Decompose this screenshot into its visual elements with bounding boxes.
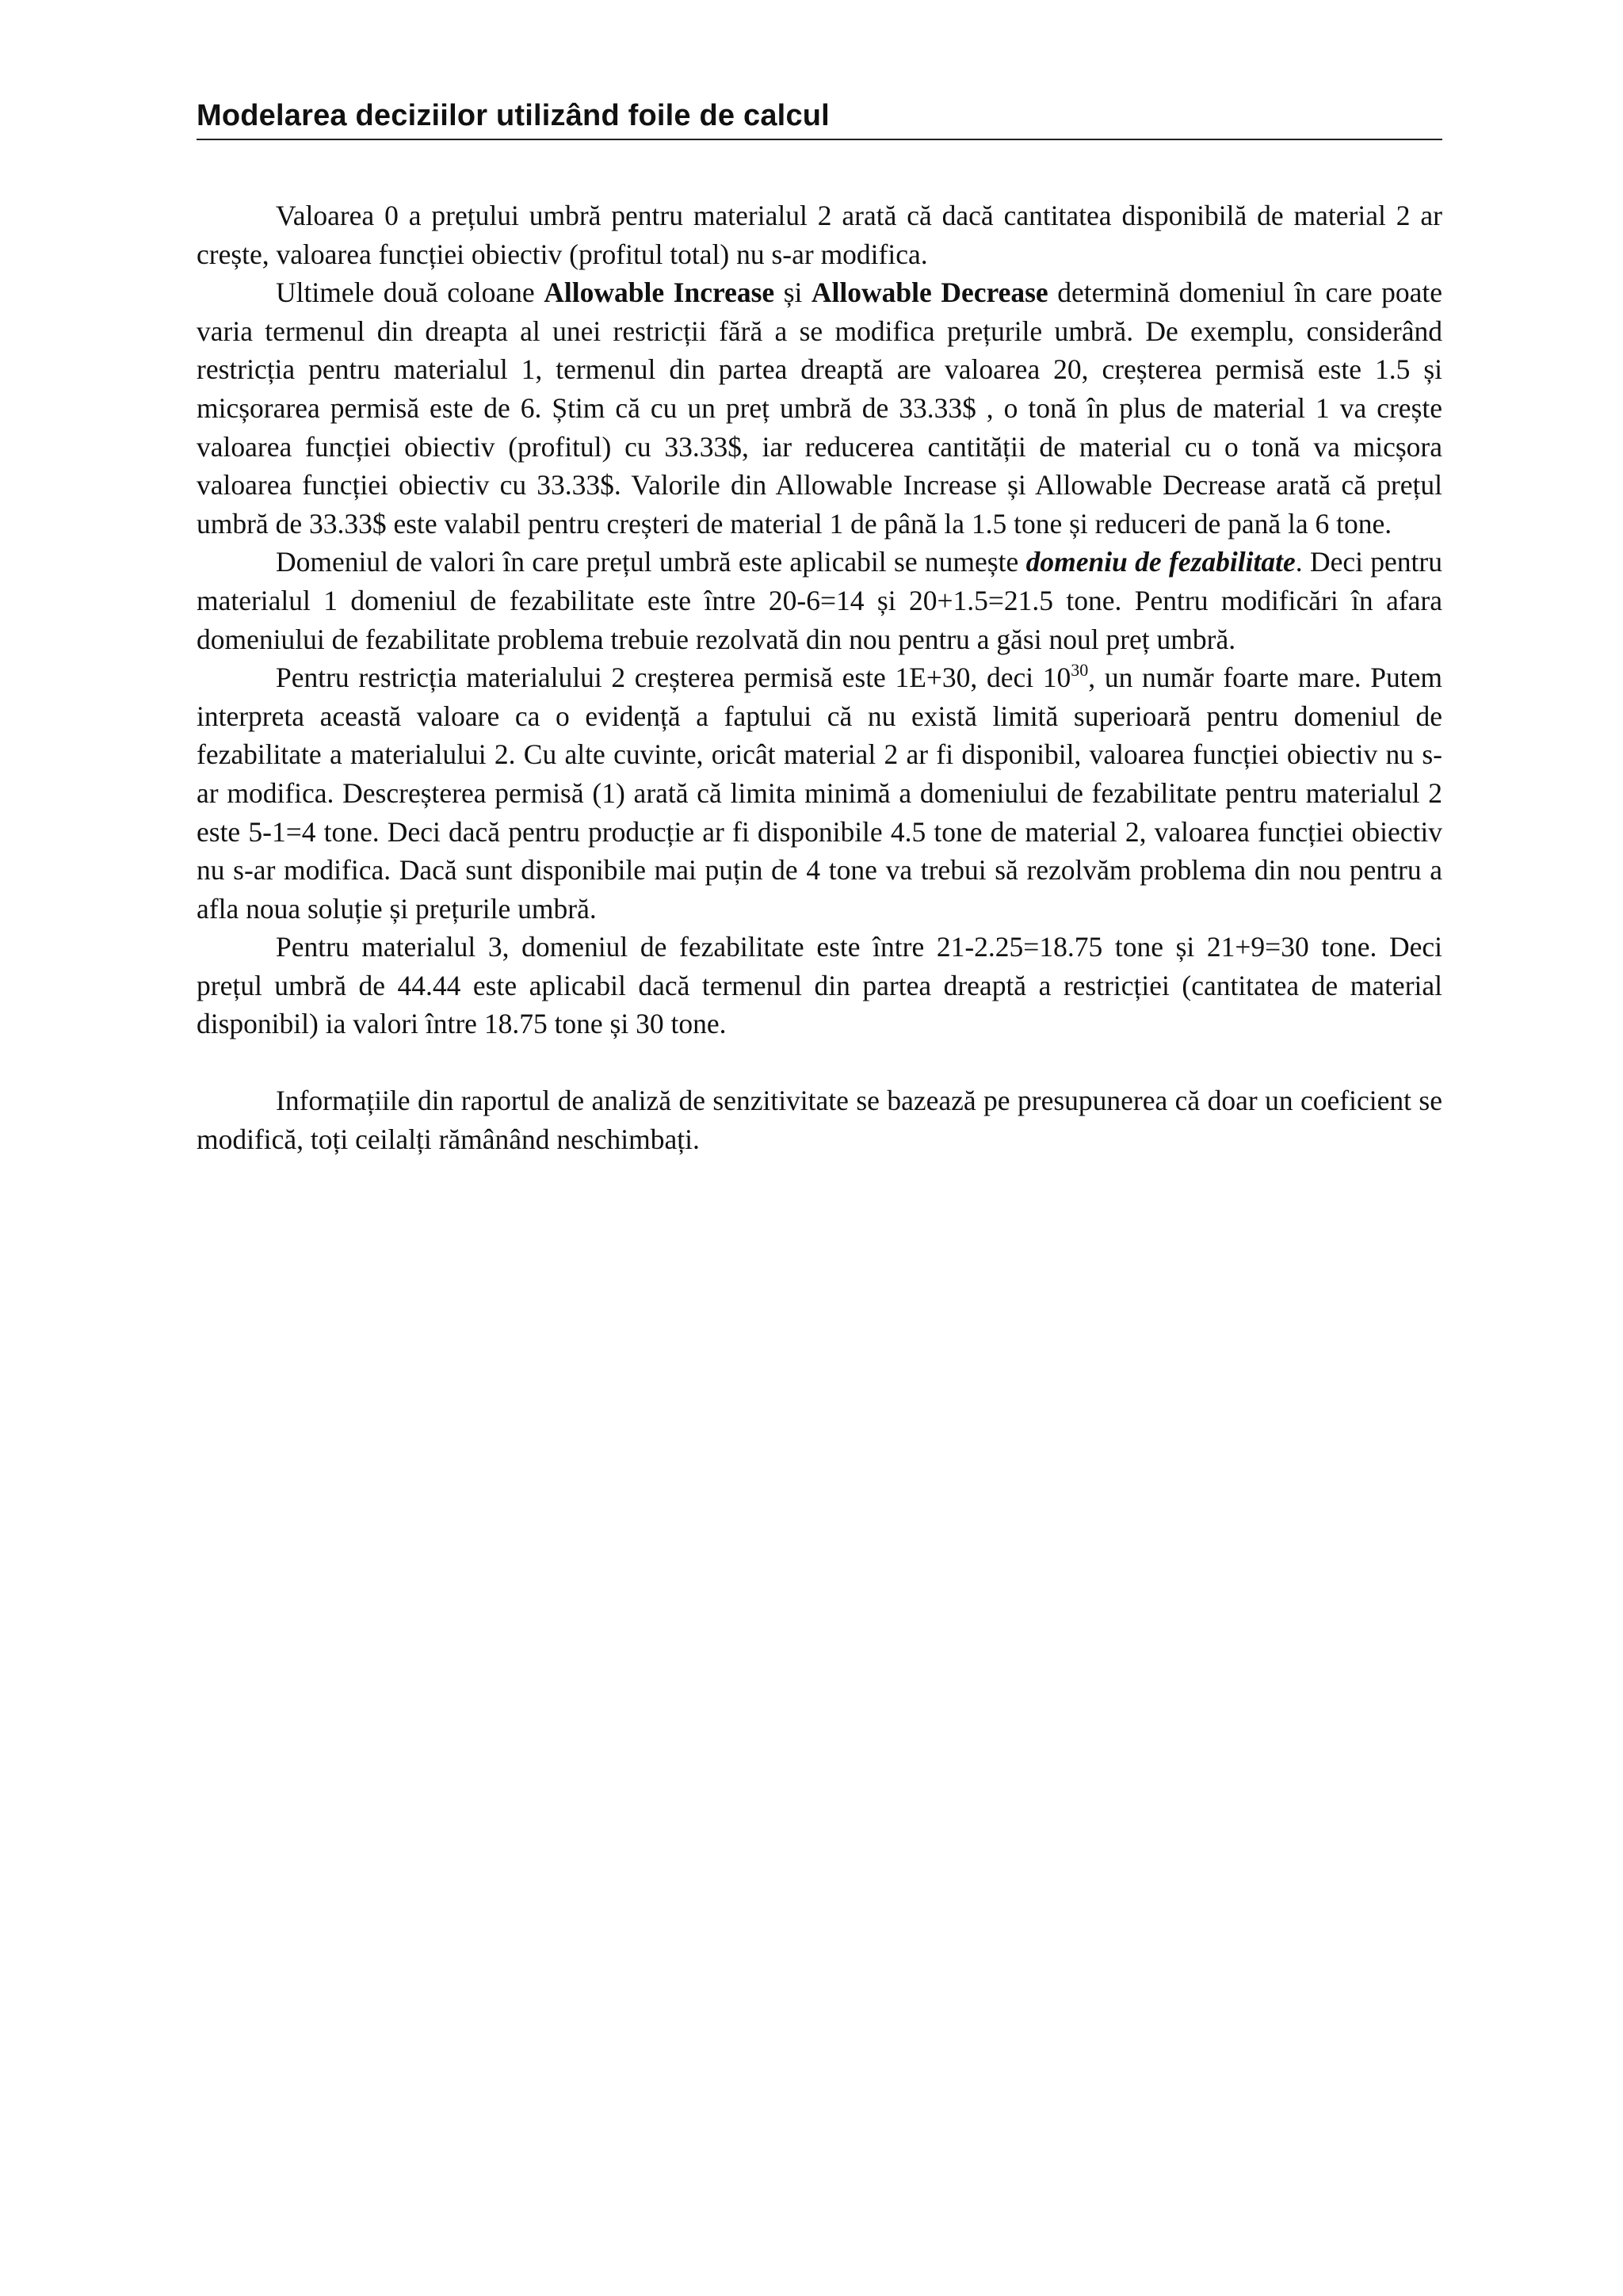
paragraph-allowable-columns — [197, 273, 1442, 543]
paragraph-text: . Deci pentru materialul 1 domeniul de fezabilitate este între 20-6=14 și 20+1.5=21.5 tone. Pentru modificări în afara domeniului de fezabilitate problema trebuie rezolvată din nou pentru a găsi noul preț umbră. — [197, 546, 1442, 655]
paragraph-text: Ultimele două coloane — [276, 277, 544, 309]
paragraph-text: , un număr foarte mare. Putem interpreta această valoare ca o evidență a faptului că nu există limită superioară pentru domeniul de fezabilitate a materialului 2. Cu alte cuvinte, oricât material 2 ar fi disponibil, valoarea funcției obiectiv nu s-ar modifica. Descreșterea permisă (1) arată că limita minimă a domeniului de fezabilitate pentru materialul 2 este 5-1=4 tone. Deci dacă pentru producție ar fi disponibile 4.5 tone de material 2, valoarea funcției obiectiv nu s-ar modifica. Dacă sunt disponibile mai puțin de 4 tone va trebui să rezolvăm problema din nou pentru a afla noua soluție și prețurile umbră. — [197, 662, 1443, 925]
paragraph-text: determină domeniul în care poate varia termenul din dreapta al unei restricții fără a se modifica prețurile umbră. De exemplu, considerând restricția pentru materialul 1, termenul din partea dreaptă are valoarea 20, creșterea permisă este 1.5 și micșorarea permisă este de 6. Știm că cu un preț umbră de 33.33$ , o tonă în plus de material 1 va crește valoarea funcției obiectiv (profitul) cu 33.33$, iar reducerea cantității de material cu o tonă va micșora valoarea funcției obiectiv cu 33.33$. Valorile din Allowable Increase și Allowable Decrease arată că prețul umbră de 33.33$ este valabil pentru creșteri de material 1 de până la 1.5 tone și reduceri de pană la 6 tone. — [197, 277, 1442, 540]
running-header-title: Modelarea deciziilor utilizând foile de calcul — [197, 99, 830, 132]
paragraph-feasibility-range — [197, 543, 1442, 658]
body-text — [197, 196, 1442, 1158]
paragraph-text: Pentru restricția materialului 2 creșterea permisă este 1E+30, deci 10 — [276, 662, 1071, 694]
paragraph-shadow-price-material-2: Valoarea 0 a prețului umbră pentru materialul 2 arată că dacă cantitatea disponibilă de material 2 ar crește, valoarea funcției obiectiv (profitul total) nu s-ar modifica. — [197, 200, 1442, 270]
paragraph-material-2-range — [197, 658, 1442, 928]
paragraph-sensitivity-assumption: Informațiile din raportul de analiză de senzitivitate se bazează pe presupunerea că doar un coeficient se modifică, toți ceilalți rămânând neschimbați. — [197, 1085, 1442, 1155]
paragraph-text: Domeniul de valori în care prețul umbră este aplicabil se numește — [276, 546, 1026, 578]
paragraph-text: și — [774, 277, 812, 309]
exponent: 30 — [1071, 660, 1089, 681]
term-allowable-increase: Allowable Increase — [544, 277, 775, 309]
term-allowable-decrease: Allowable Decrease — [811, 277, 1048, 309]
term-feasibility-range: domeniu de fezabilitate — [1025, 546, 1296, 578]
paragraph-material-3-range: Pentru materialul 3, domeniul de fezabilitate este între 21-2.25=18.75 tone și 21+9=30 tone. Deci prețul umbră de 44.44 este aplicabil dacă termenul din partea dreaptă a restricției (cantitatea de material disponibil) ia valori între 18.75 tone și 30 tone. — [197, 931, 1442, 1040]
header-rule — [197, 139, 1442, 140]
